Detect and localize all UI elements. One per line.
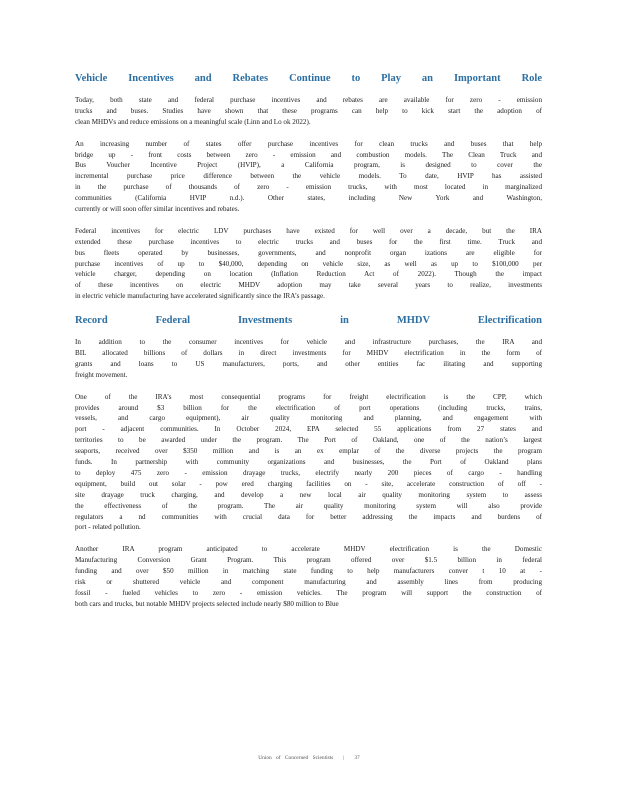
text-line: seaports, received over $350 million and is an ex emplar of the diverse projects the program [75,447,542,456]
text-line: fossil - fueled vehicles to zero - emission vehicles. The program will support the construction of [75,588,542,597]
text-line: vessels, and cargo equipment), air quality monitoring and planning, and engagement with [75,414,542,423]
paragraph [75,139,542,215]
text-line: clean MHDVs and reduce emissions on a meaningful scale (Linn and Lo ok 2022). [75,117,311,126]
section-heading: Vehicle Incentives and Rebates Continue to Play an Important Role [75,73,542,84]
section-heading: Record Federal Investments in MHDV Electrification [75,315,542,327]
text-line: incremental purchase price difference between the vehicle models. To date, HVIP has assisted [75,172,542,181]
text-line: purchase incentives of up to $40,000, depending on vehicle size, as well as up to $100,000 per [75,259,542,268]
text-line: BIL allocated billions of dollars in direct investments for MHDV electrification in the form of [75,349,542,358]
text-line: Another IRA program anticipated to accelerate MHDV electrification is the Domestic [75,545,542,554]
text-line: currently or will soon offer similar incentives and rebates. [75,205,240,214]
text-line: An increasing number of states offer purchase incentives for clean trucks and buses that help [75,139,542,148]
footer-page-number: 37 [354,755,360,761]
text-line: territories to be awarded under the program. The Port of Oakland, one of the nation’s largest [75,436,542,445]
text-line: provides around $3 billion for the electrification of port operations (including trucks, trains, [75,403,542,412]
text-line: trucks and buses. Studies have shown that these programs can help to kick start the adoption of [75,106,542,115]
paragraph [75,226,542,302]
paragraph [75,95,542,128]
footer-org: Union of Concerned Scientists [258,755,334,761]
text-line: equipment, build out solar - pow ered charging facilities on - site, accelerate construction of off - [75,479,542,488]
text-line: of these incentives on electric MHDV adoption may take several years to realize, investments [75,281,542,290]
text-line: both cars and trucks, but notable MHDV projects selected include nearly $80 million to Blue [75,599,339,608]
text-line: grants and loans to US manufacturers, ports, and other entities fac ilitating and supporting [75,359,542,368]
paragraph [75,392,542,534]
text-line: bus fleets operated by businesses, governments, and nonprofit organ izations are eligible for [75,248,542,257]
text-line: in electric vehicle manufacturing have accelerated significantly since the IRA’s passage. [75,292,325,301]
text-line: bridge up - front costs between zero - emission and combustion models. The Clean Truck and [75,150,542,159]
text-line: the effectiveness of the program. The air quality monitoring system will also provide [75,501,542,510]
text-line: port - adjacent communities. In October 2024, EPA selected 55 applications from 27 states and [75,425,542,434]
text-line: freight movement. [75,370,128,379]
text-line: extended these purchase incentives to electric trucks and buses for the first time. Truck and [75,237,542,246]
text-line: site drayage truck charging, and develop a new local air quality monitoring system to assess [75,490,542,499]
text-line: In addition to the consumer incentives for vehicle and infrastructure purchases, the IRA and [75,338,542,347]
text-line: port - related pollution. [75,523,141,532]
text-line: Today, both state and federal purchase incentives and rebates are available for zero - emission [75,96,542,104]
text-line: funding and over $50 million in matching state funding to help manufacturers conver t 10 at - [75,567,542,576]
text-line: communities (California HVIP n.d.). Other states, including New York and Washington, [75,194,542,203]
text-line: risk or shuttered vehicle and component manufacturing and assembly lines from producing [75,577,542,586]
paragraph [75,337,542,381]
text-line: regulators a nd communities with crucial data for better addressing the impacts and burdens of [75,512,542,521]
text-line: in the purchase of thousands of zero - emission trucks, with most located in marginalized [75,183,542,192]
text-line: funds. In partnership with community organizations and businesses, the Port of Oakland plans [75,458,542,467]
text-line: vehicle charger, depending on location (Inflation Reduction Act of 2022). Though the impact [75,270,542,279]
paragraph [75,544,542,609]
page-content [75,72,542,621]
footer-divider: | [343,755,345,761]
text-line: One of the IRA’s most consequential programs for freight electrification is the CPP, which [75,392,542,401]
text-line: Manufacturing Conversion Grant Program. This program offered over $1.5 billion in federal [75,556,542,565]
page-footer [0,755,618,761]
text-line: to deploy 475 zero - emission drayage trucks, electrify nearly 200 pieces of cargo - handling [75,468,542,477]
text-line: Bus Voucher Incentive Project (HVIP), a California program, is designed to cover the [75,161,542,170]
text-line: Federal incentives for electric LDV purchases have existed for well over a decade, but the IRA [75,226,542,235]
